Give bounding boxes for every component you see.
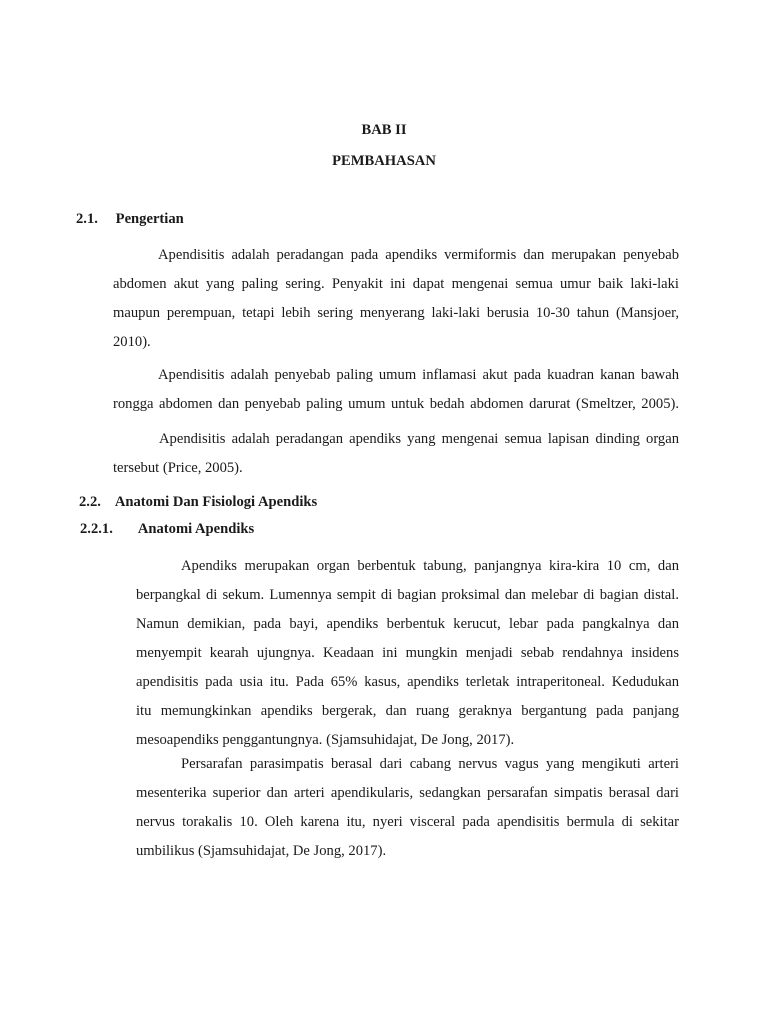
text-line: umbilikus (Sjamsuhidajat, De Jong, 2017). [136,843,387,859]
text-line: Persarafan parasimpatis berasal dari cabang nervus vagus yang mengikuti arteri [181,756,679,772]
text-line: mesoapendiks penggantungnya. (Sjamsuhidajat, De Jong, 2017). [136,732,515,748]
paragraph-2-1-a [113,241,679,357]
section-2-1-heading [76,211,184,228]
paragraph-2-2-1-a [136,552,679,755]
section-2-2-1-heading [80,521,254,538]
text-line: Namun demikian, pada bayi, apendiks berbentuk kerucut, lebar pada pangkalnya dan [136,616,679,632]
text-line: Apendisitis adalah peradangan pada apendiks vermiformis dan merupakan penyebab [158,247,679,263]
section-2-2-heading [79,494,317,511]
section-number: 2.1. [76,211,98,227]
text-line: apendisitis pada usia itu. Pada 65% kasus, apendiks terletak intraperitoneal. Kedudukan [136,674,679,690]
text-line: abdomen akut yang paling sering. Penyakit ini dapat mengenai semua umur baik laki-laki [113,276,679,292]
section-title: Pengertian [115,211,184,227]
text-line: menyempit kearah ujungnya. Keadaan ini mungkin menjadi sebab rendahnya insidens [136,645,679,661]
paragraph-2-1-c [113,425,679,483]
text-line: berpangkal di sekum. Lumennya sempit di bagian proksimal dan melebar di bagian distal. [136,587,679,603]
text-line: rongga abdomen dan penyebab paling umum untuk bedah abdomen darurat (Smeltzer, 2005). [113,396,679,412]
chapter-subtitle: PEMBAHASAN [332,153,436,169]
text-line: 2010). [113,334,151,350]
text-line: tersebut (Price, 2005). [113,460,243,476]
text-line: maupun perempuan, tetapi lebih sering menyerang laki-laki berusia 10-30 tahun (Mansjoer, [113,305,679,321]
section-title: Anatomi Apendiks [137,521,255,537]
text-line: Apendiks merupakan organ berbentuk tabung, panjangnya kira-kira 10 cm, dan [181,558,679,574]
section-number: 2.2.1. [80,521,113,537]
text-line: Apendisitis adalah penyebab paling umum inflamasi akut pada kuadran kanan bawah [158,367,679,383]
paragraph-2-1-b [113,361,679,419]
paragraph-2-2-1-b [136,750,679,866]
chapter-title: BAB II [361,122,407,138]
text-line: mesenterika superior dan arteri apendikularis, sedangkan persarafan simpatis berasal dari [136,785,679,801]
text-line: itu memungkinkan apendiks bergerak, dan ruang geraknya bergantung pada panjang [136,703,679,719]
section-title: Anatomi Dan Fisiologi Apendiks [114,494,318,510]
text-line: nervus torakalis 10. Oleh karena itu, nyeri visceral pada apendisitis bermula di sekitar [136,814,679,830]
section-number: 2.2. [79,494,101,510]
text-line: Apendisitis adalah peradangan apendiks yang mengenai semua lapisan dinding organ [159,431,679,447]
